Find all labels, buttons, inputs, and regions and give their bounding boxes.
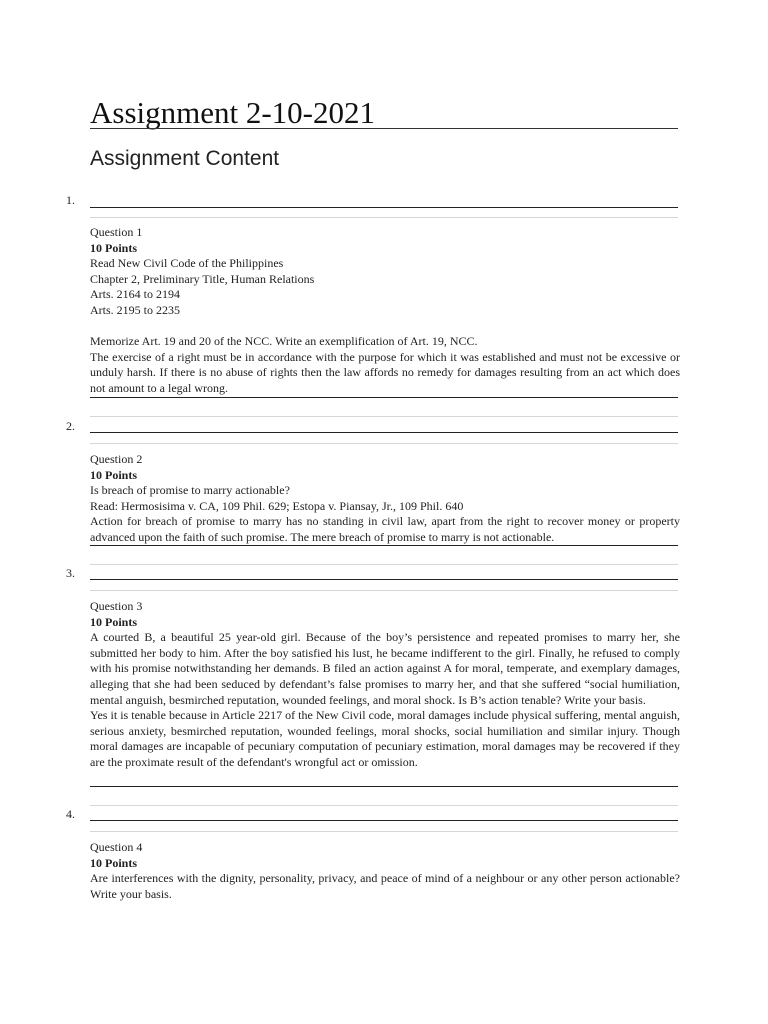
answer-text: Action for breach of promise to marry has no standing in civil law, apart from the right to recover money or property advanced upon the faith of such promise. The mere breach of promise to marry is not actionable. bbox=[90, 514, 680, 544]
answer-text: Yes it is tenable because in Article 2217 of the New Civil code, moral damages include physical suffering, mental anguish, serious anxiety, besmirched reputation, wounded feelings, moral shocks, social humiliation and similar injury. Though moral damages are incapable of pecuniary computation of pecuniary estimation, moral damages may be recovered if they are the proximate result of the defendant's wrongful act or omission. bbox=[90, 708, 680, 769]
spacer bbox=[90, 319, 680, 335]
question-block-1 bbox=[90, 225, 680, 397]
question-points: 10 Points bbox=[90, 855, 138, 870]
section-heading: Assignment Content bbox=[90, 147, 280, 170]
divider bbox=[90, 590, 678, 591]
question-number: 2. bbox=[66, 419, 75, 433]
question-number: 1. bbox=[66, 193, 75, 207]
divider bbox=[90, 831, 678, 832]
question-points: 10 Points bbox=[90, 240, 138, 255]
question-points: 10 Points bbox=[90, 614, 138, 629]
answer-underline bbox=[90, 397, 678, 398]
question-prompt: Memorize Art. 19 and 20 of the NCC. Write an exemplification of Art. 19, NCC. bbox=[90, 334, 478, 349]
answer-line bbox=[90, 207, 678, 208]
question-block-3 bbox=[90, 599, 680, 771]
answer-text: The exercise of a right must be in accordance with the purpose for which it was established and must not be excessive or unduly harsh. If there is no abuse of rights then the law affords no remedy for damages resulting from an act which does not amount to a legal wrong. bbox=[90, 349, 680, 395]
question-points: 10 Points bbox=[90, 467, 138, 482]
question-prompt: A courted B, a beautiful 25 year-old girl. Because of the boy’s persistence and repeated promises to marry her, she submitted her body to him. After the boy satisfied his lust, he became indifferent to the girl. Finally, he refused to comply with his promise notwithstanding her demands. B filed an action against A for moral, temperate, and exemplary damages, alleging that she had been seduced by defendant’s false promises to marry her, and that she suffered “social humiliation, mental anguish, besmirched reputation, wounded feelings, and moral shock. Is B’s action tenable? Write your basis. bbox=[90, 630, 680, 707]
question-prompt: Are interferences with the dignity, personality, privacy, and peace of mind of a neighbour or any other person actionable? Write your basis. bbox=[90, 871, 680, 901]
question-line: Chapter 2, Preliminary Title, Human Relations bbox=[90, 271, 315, 286]
question-line: Read: Hermosisima v. CA, 109 Phil. 629; Estopa v. Piansay, Jr., 109 Phil. 640 bbox=[90, 498, 464, 513]
question-label: Question 4 bbox=[90, 840, 143, 854]
page-title: Assignment 2-10-2021 bbox=[90, 95, 376, 130]
answer-line bbox=[90, 579, 678, 580]
question-label: Question 2 bbox=[90, 452, 143, 466]
question-label: Question 1 bbox=[90, 225, 143, 239]
question-line: Is breach of promise to marry actionable? bbox=[90, 483, 290, 498]
divider bbox=[90, 805, 678, 806]
title-underline bbox=[90, 128, 678, 129]
answer-line bbox=[90, 820, 678, 821]
question-block-4 bbox=[90, 840, 680, 902]
question-line: Arts. 2164 to 2194 bbox=[90, 287, 180, 302]
question-number: 3. bbox=[66, 566, 75, 580]
divider bbox=[90, 416, 678, 417]
question-line: Read New Civil Code of the Philippines bbox=[90, 256, 284, 271]
answer-underline bbox=[90, 545, 678, 546]
question-number: 4. bbox=[66, 807, 75, 821]
divider bbox=[90, 443, 678, 444]
answer-underline bbox=[90, 786, 678, 787]
divider bbox=[90, 217, 678, 218]
question-line: Arts. 2195 to 2235 bbox=[90, 302, 180, 317]
divider bbox=[90, 564, 678, 565]
question-block-2 bbox=[90, 452, 680, 546]
question-label: Question 3 bbox=[90, 599, 143, 613]
answer-line bbox=[90, 432, 678, 433]
